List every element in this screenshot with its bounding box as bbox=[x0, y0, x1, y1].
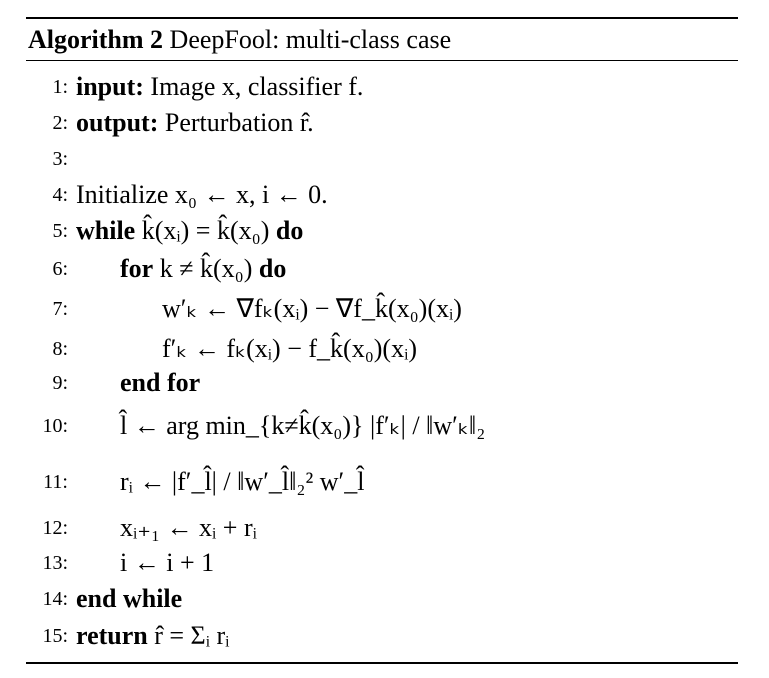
line-text: f′ₖ ← fₖ(xᵢ) − f_k̂(x₀)(xᵢ) bbox=[162, 334, 417, 363]
bottom-rule bbox=[26, 662, 738, 664]
algorithm-line bbox=[0, 330, 769, 368]
line-content bbox=[76, 582, 182, 616]
algorithm-line bbox=[0, 618, 769, 654]
line-content bbox=[76, 178, 328, 212]
line-text: xᵢ₊₁ ← xᵢ + rᵢ bbox=[120, 513, 257, 542]
line-number: 8: bbox=[52, 338, 68, 360]
line-text: w′ₖ ← ∇fₖ(xᵢ) − ∇f_k̂(x₀)(xᵢ) bbox=[162, 294, 462, 323]
line-number: 4: bbox=[52, 184, 68, 206]
algorithm-line bbox=[0, 178, 769, 212]
line-content bbox=[76, 106, 314, 140]
line-number: 15: bbox=[42, 625, 68, 647]
line-text: Perturbation r̂. bbox=[164, 108, 314, 137]
line-text: Initialize x₀ ← x, i ← 0. bbox=[76, 180, 328, 209]
algorithm-line bbox=[0, 106, 769, 140]
header-rule bbox=[26, 60, 738, 61]
line-number: 1: bbox=[52, 76, 68, 98]
line-content bbox=[120, 456, 364, 508]
algorithm-line bbox=[0, 582, 769, 616]
line-content bbox=[120, 546, 214, 580]
algorithm-line bbox=[0, 456, 769, 508]
line-text: k ≠ k̂(x₀) bbox=[159, 254, 253, 283]
line-number: 5: bbox=[52, 220, 68, 242]
line-content bbox=[76, 70, 363, 104]
algorithm-line bbox=[0, 546, 769, 580]
algorithm-line bbox=[0, 252, 769, 286]
keyword-do: do bbox=[258, 254, 287, 283]
line-content bbox=[120, 510, 257, 546]
keyword: while bbox=[76, 216, 136, 245]
line-text: rᵢ ← |f′_l̂| / ‖w′_l̂‖₂² w′_l̂ bbox=[120, 467, 365, 496]
line-number: 13: bbox=[42, 552, 68, 574]
keyword-do: do bbox=[275, 216, 304, 245]
line-number: 14: bbox=[42, 588, 68, 610]
line-text: r̂ = Σᵢ rᵢ bbox=[154, 621, 230, 650]
keyword: for bbox=[120, 254, 154, 283]
keyword: input: bbox=[76, 72, 144, 101]
line-number: 7: bbox=[52, 298, 68, 320]
line-content bbox=[162, 330, 417, 368]
algorithm-name: DeepFool: multi-class case bbox=[169, 25, 452, 54]
algorithm-line bbox=[0, 510, 769, 546]
keyword: end for bbox=[120, 368, 201, 397]
line-content bbox=[76, 214, 303, 248]
algorithm-line bbox=[0, 290, 769, 328]
algorithm-title bbox=[28, 22, 451, 58]
algorithm-line bbox=[0, 214, 769, 248]
line-number: 12: bbox=[42, 517, 68, 539]
algorithm-line bbox=[0, 142, 769, 176]
line-content bbox=[76, 618, 229, 654]
line-content bbox=[120, 366, 200, 400]
line-content bbox=[120, 252, 286, 286]
line-number: 11: bbox=[43, 471, 68, 493]
keyword: return bbox=[76, 621, 148, 650]
algorithm-line bbox=[0, 366, 769, 400]
line-text: Image x, classifier f. bbox=[150, 72, 364, 101]
line-number: 9: bbox=[52, 372, 68, 394]
line-number: 3: bbox=[52, 148, 68, 170]
algorithm-label: Algorithm 2 bbox=[28, 25, 164, 54]
line-text: i ← i + 1 bbox=[120, 548, 215, 577]
top-rule bbox=[26, 17, 738, 19]
algorithm-line bbox=[0, 70, 769, 104]
keyword: output: bbox=[76, 108, 159, 137]
line-content bbox=[120, 402, 485, 450]
line-content bbox=[162, 290, 462, 328]
line-text: k̂(xᵢ) = k̂(x₀) bbox=[141, 216, 270, 245]
line-number: 2: bbox=[52, 112, 68, 134]
line-number: 6: bbox=[52, 258, 68, 280]
line-number: 10: bbox=[42, 415, 68, 437]
line-text: l̂ ← arg min_{k≠k̂(x₀)} |f′ₖ| / ‖w′ₖ‖₂ bbox=[120, 411, 486, 440]
keyword: end while bbox=[76, 584, 183, 613]
algorithm-line bbox=[0, 402, 769, 450]
